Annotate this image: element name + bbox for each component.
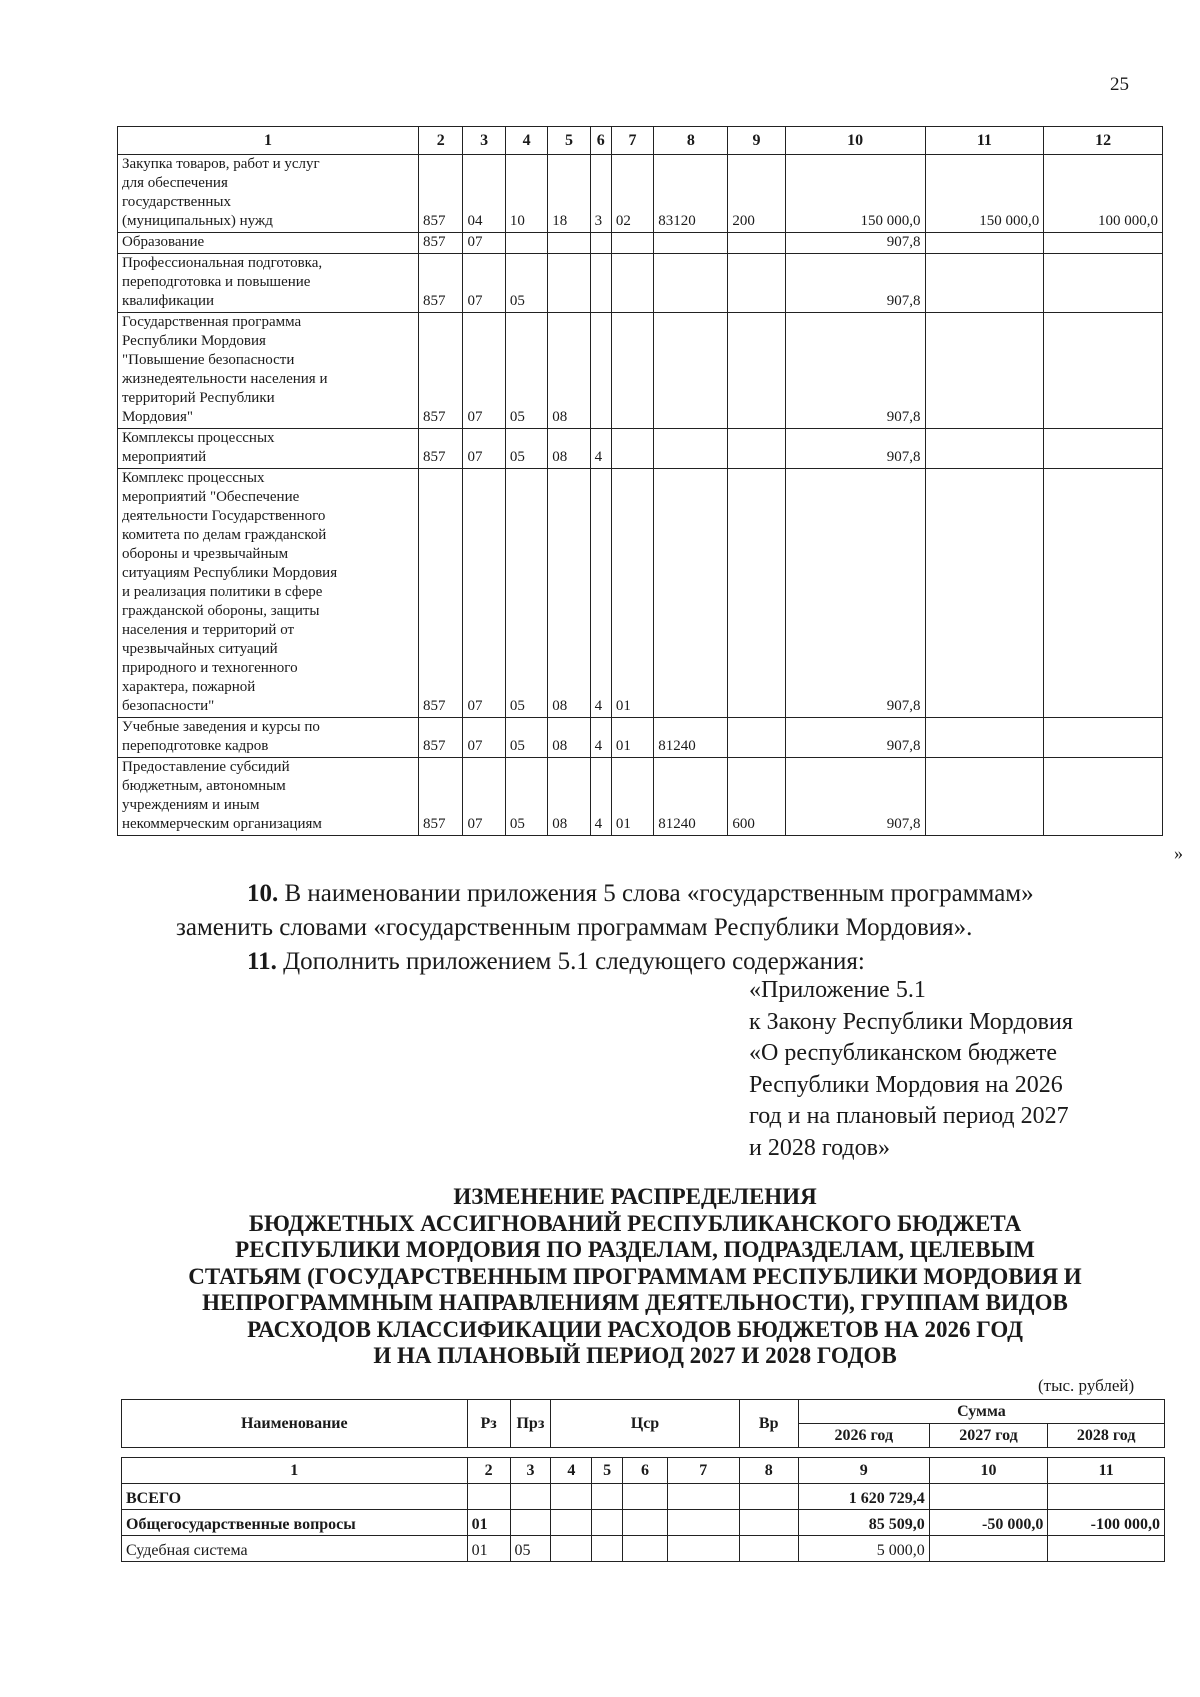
column-number: 9 [798,1458,929,1484]
cell-c4 [505,233,547,254]
cell-c12 [1044,313,1163,429]
header-2027: 2027 год [929,1424,1048,1448]
row-name-line: Профессиональная подготовка, [122,255,323,271]
title-line: НЕПРОГРАММНЫМ НАПРАВЛЕНИЯМ ДЕЯТЕЛЬНОСТИ), ГРУППАМ ВИДОВ [202,1290,1068,1315]
column-number: 9 [728,127,785,155]
continuation-table [117,126,1163,836]
closing-quote: » [1174,843,1183,863]
cell-name: ВСЕГО [122,1484,468,1510]
column-number: 10 [929,1458,1048,1484]
cell-c11: 150 000,0 [925,155,1044,233]
table-row [118,254,1163,313]
cell-c5 [548,233,590,254]
header-2028: 2028 год [1048,1424,1165,1448]
cell-c7 [667,1536,739,1562]
cell-y2028 [1048,1484,1165,1510]
cell-rz [467,1484,510,1510]
cell-c6 [623,1484,668,1510]
header-vr: Вр [739,1400,798,1448]
cell-c9 [728,718,785,758]
cell-c9: 200 [728,155,785,233]
cell-c6 [623,1510,668,1536]
cell-c5: 08 [548,469,590,718]
cell-c11 [925,254,1044,313]
appendix-line: к Закону Республики Мордовия [749,1008,1073,1035]
appendix-line: год и на плановый период 2027 [749,1103,1069,1129]
cell-c6: 4 [590,718,611,758]
appendix-header [749,975,1073,1164]
table-row [118,469,1163,718]
table-row [122,1484,1165,1510]
column-number: 3 [463,127,505,155]
row-name-line: Образование [122,234,205,250]
column-number: 8 [654,127,728,155]
appendix-line: «О республиканском бюджете [749,1040,1058,1066]
cell-c5: 08 [548,313,590,429]
row-name-line: Учебные заведения и курсы по [122,719,320,735]
cell-c10: 907,8 [785,718,925,758]
paragraph-11-text: Дополнить приложением 5.1 следующего содержания: [283,948,865,975]
table-row [118,313,1163,429]
row-name [118,313,419,429]
table-row [118,233,1163,254]
cell-c9 [728,313,785,429]
table-row [118,758,1163,836]
cell-y2028: -100 000,0 [1048,1510,1165,1536]
cell-c7: 01 [611,758,653,836]
cell-c12 [1044,469,1163,718]
cell-c4: 05 [505,429,547,469]
column-number: 3 [510,1458,551,1484]
row-name-line: Предоставление субсидий [122,759,290,775]
appendix-line: и 2028 годов» [749,1134,890,1161]
cell-c5: 08 [548,758,590,836]
row-name-line: (муниципальных) нужд [122,213,273,229]
cell-y2026: 5 000,0 [798,1536,929,1562]
row-name-line: безопасности" [122,698,215,714]
row-name-line: комитета по делам гражданской [122,527,327,543]
cell-c10: 907,8 [785,429,925,469]
cell-c10: 907,8 [785,758,925,836]
cell-c8 [654,429,728,469]
cell-c3: 07 [463,758,505,836]
header-rz: Рз [467,1400,510,1448]
cell-c7 [611,313,653,429]
cell-y2027 [929,1484,1048,1510]
row-name-line: некоммерческим организациям [122,816,322,832]
row-name-line: переподготовке кадров [122,738,269,754]
cell-c12: 100 000,0 [1044,155,1163,233]
cell-c3: 07 [463,233,505,254]
row-name [118,233,419,254]
document-title [150,1184,1120,1370]
row-name-line: переподготовка и повышение [122,274,311,290]
cell-c7 [667,1484,739,1510]
cell-c10: 907,8 [785,233,925,254]
row-name-line: учреждениям и иным [122,797,260,813]
cell-c12 [1044,254,1163,313]
cell-y2027: -50 000,0 [929,1510,1048,1536]
cell-c11 [925,233,1044,254]
paragraph-10-line1 [247,877,1034,911]
cell-c6: 4 [590,758,611,836]
appendix-line: «Приложение 5.1 [749,977,926,1003]
cell-y2028 [1048,1536,1165,1562]
cell-c10: 907,8 [785,254,925,313]
cell-c5 [592,1510,623,1536]
cell-c5 [592,1484,623,1510]
column-number: 6 [590,127,611,155]
cell-c4: 05 [505,254,547,313]
units-label: (тыс. рублей) [1038,1376,1135,1395]
title-line: РАСХОДОВ КЛАССИФИКАЦИИ РАСХОДОВ БЮДЖЕТОВ НА 2026 ГОД [247,1316,1023,1342]
cell-c8: 83120 [654,155,728,233]
row-name-line: Государственная программа [122,314,302,330]
cell-c7 [611,233,653,254]
row-name-line: бюджетным, автономным [122,778,286,794]
cell-name: Судебная система [122,1536,468,1562]
title-line: И НА ПЛАНОВЫЙ ПЕРИОД 2027 И 2028 ГОДОВ [373,1343,897,1368]
cell-prz [510,1484,551,1510]
cell-c8: 81240 [654,758,728,836]
cell-c3: 07 [463,313,505,429]
table-row [118,718,1163,758]
paragraph-10-line2: заменить словами «государственным программам Республики Мордовия». [176,914,973,941]
row-name-line: чрезвычайных ситуаций [122,641,278,657]
cell-c5 [548,254,590,313]
cell-c4: 05 [505,758,547,836]
column-number-row [122,1458,1165,1484]
page-number: 25 [1110,74,1129,95]
header-csr: Цср [551,1400,739,1448]
cell-c10: 907,8 [785,469,925,718]
column-number: 12 [1044,127,1163,155]
distribution-table-header [121,1399,1165,1448]
cell-y2027 [929,1536,1048,1562]
row-name [118,429,419,469]
row-name [118,155,419,233]
cell-prz: 05 [510,1536,551,1562]
row-name-line: мероприятий "Обеспечение [122,489,300,505]
cell-c6 [590,313,611,429]
cell-y2026: 85 509,0 [798,1510,929,1536]
cell-c4 [551,1536,592,1562]
distribution-table [121,1457,1165,1562]
column-number: 8 [739,1458,798,1484]
cell-rz: 01 [467,1510,510,1536]
row-name-line: Комплексы процессных [122,430,275,446]
row-name-line: мероприятий [122,449,207,465]
cell-c9 [728,254,785,313]
row-name-line: природного и техногенного [122,660,298,676]
row-name-line: Мордовия" [122,409,194,425]
table-row [118,429,1163,469]
row-name-line: для обеспечения [122,175,228,191]
cell-c8 [654,254,728,313]
row-name-line: и реализация политики в сфере [122,584,323,600]
cell-c7: 02 [611,155,653,233]
cell-c2: 857 [418,313,463,429]
column-number: 7 [611,127,653,155]
row-name-line: квалификации [122,293,215,309]
cell-c3: 07 [463,469,505,718]
title-line: БЮДЖЕТНЫХ АССИГНОВАНИЙ РЕСПУБЛИКАНСКОГО БЮДЖЕТА [248,1210,1022,1236]
column-number: 11 [1048,1458,1165,1484]
title-line: РЕСПУБЛИКИ МОРДОВИЯ ПО РАЗДЕЛАМ, ПОДРАЗДЕЛАМ, ЦЕЛЕВЫМ [235,1237,1035,1262]
cell-c6: 4 [590,469,611,718]
cell-y2026: 1 620 729,4 [798,1484,929,1510]
column-number: 4 [551,1458,592,1484]
cell-vr [739,1536,798,1562]
row-name [118,718,419,758]
row-name-line: "Повышение безопасности [122,352,295,368]
appendix-line: Республики Мордовия на 2026 [749,1071,1063,1098]
header-name: Наименование [122,1400,468,1448]
column-number: 11 [925,127,1044,155]
row-name-line: населения и территорий от [122,622,295,638]
title-line: ИЗМЕНЕНИЕ РАСПРЕДЕЛЕНИЯ [453,1184,817,1209]
cell-c10: 907,8 [785,313,925,429]
row-name-line: Республики Мордовия [122,333,266,349]
column-number: 1 [122,1458,468,1484]
cell-c8 [654,469,728,718]
cell-c7: 01 [611,718,653,758]
cell-c4 [551,1510,592,1536]
cell-c4: 10 [505,155,547,233]
cell-c11 [925,313,1044,429]
table-row [122,1536,1165,1562]
paragraph-10-text: В наименовании приложения 5 слова «государственным программам» [284,880,1034,907]
cell-c9: 600 [728,758,785,836]
column-number: 4 [505,127,547,155]
cell-name: Общегосударственные вопросы [122,1510,468,1536]
cell-rz: 01 [467,1536,510,1562]
cell-c3: 07 [463,429,505,469]
cell-c2: 857 [418,254,463,313]
row-name [118,758,419,836]
cell-c6: 3 [590,155,611,233]
cell-c4: 05 [505,718,547,758]
cell-c5: 08 [548,718,590,758]
cell-c9 [728,469,785,718]
cell-vr [739,1484,798,1510]
cell-c11 [925,429,1044,469]
row-name-line: государственных [122,194,231,210]
cell-c9 [728,233,785,254]
column-number: 10 [785,127,925,155]
cell-c6: 4 [590,429,611,469]
cell-c11 [925,469,1044,718]
cell-c8 [654,313,728,429]
row-name-line: деятельности Государственного [122,508,326,524]
cell-c3: 07 [463,254,505,313]
cell-c2: 857 [418,469,463,718]
column-number: 7 [667,1458,739,1484]
cell-c12 [1044,429,1163,469]
cell-vr [739,1510,798,1536]
cell-c7 [667,1510,739,1536]
column-number: 5 [548,127,590,155]
cell-c2: 857 [418,429,463,469]
cell-c12 [1044,718,1163,758]
cell-c4 [551,1484,592,1510]
paragraph-11 [247,945,865,979]
cell-c9 [728,429,785,469]
cell-c11 [925,758,1044,836]
row-name-line: обороны и чрезвычайным [122,546,289,562]
row-name-line: Комплекс процессных [122,470,265,486]
column-number: 2 [467,1458,510,1484]
row-name [118,254,419,313]
paragraph-11-number: 11. [247,948,277,975]
row-name-line: жизнедеятельности населения и [122,371,328,387]
title-line: СТАТЬЯМ (ГОСУДАРСТВЕННЫМ ПРОГРАММАМ РЕСПУБЛИКИ МОРДОВИЯ И [188,1263,1082,1289]
cell-c7: 01 [611,469,653,718]
cell-c10: 150 000,0 [785,155,925,233]
cell-c11 [925,718,1044,758]
cell-c8 [654,233,728,254]
cell-c4: 05 [505,313,547,429]
cell-c3: 04 [463,155,505,233]
cell-c5: 18 [548,155,590,233]
table-row [122,1510,1165,1536]
header-prz: Прз [510,1400,551,1448]
row-name-line: Закупка товаров, работ и услуг [122,156,320,172]
header-2026: 2026 год [798,1424,929,1448]
cell-c6 [590,254,611,313]
cell-c4: 05 [505,469,547,718]
cell-c12 [1044,758,1163,836]
column-number: 1 [118,127,419,155]
cell-c5: 08 [548,429,590,469]
table-row [118,155,1163,233]
cell-c12 [1044,233,1163,254]
paragraph-10-number: 10. [247,880,279,907]
header-sum: Сумма [798,1400,1164,1424]
cell-c6 [623,1536,668,1562]
cell-c8: 81240 [654,718,728,758]
cell-c6 [590,233,611,254]
cell-c2: 857 [418,758,463,836]
column-number-row [118,127,1163,155]
cell-c7 [611,254,653,313]
row-name [118,469,419,718]
row-name-line: ситуациям Республики Мордовия [122,565,338,581]
cell-c7 [611,429,653,469]
row-name-line: территорий Республики [122,390,275,406]
cell-c2: 857 [418,718,463,758]
row-name-line: характера, пожарной [122,679,256,695]
row-name-line: гражданской обороны, защиты [122,603,320,619]
cell-c2: 857 [418,233,463,254]
column-number: 5 [592,1458,623,1484]
cell-c5 [592,1536,623,1562]
column-number: 2 [418,127,463,155]
cell-c3: 07 [463,718,505,758]
column-number: 6 [623,1458,668,1484]
cell-prz [510,1510,551,1536]
cell-c2: 857 [418,155,463,233]
